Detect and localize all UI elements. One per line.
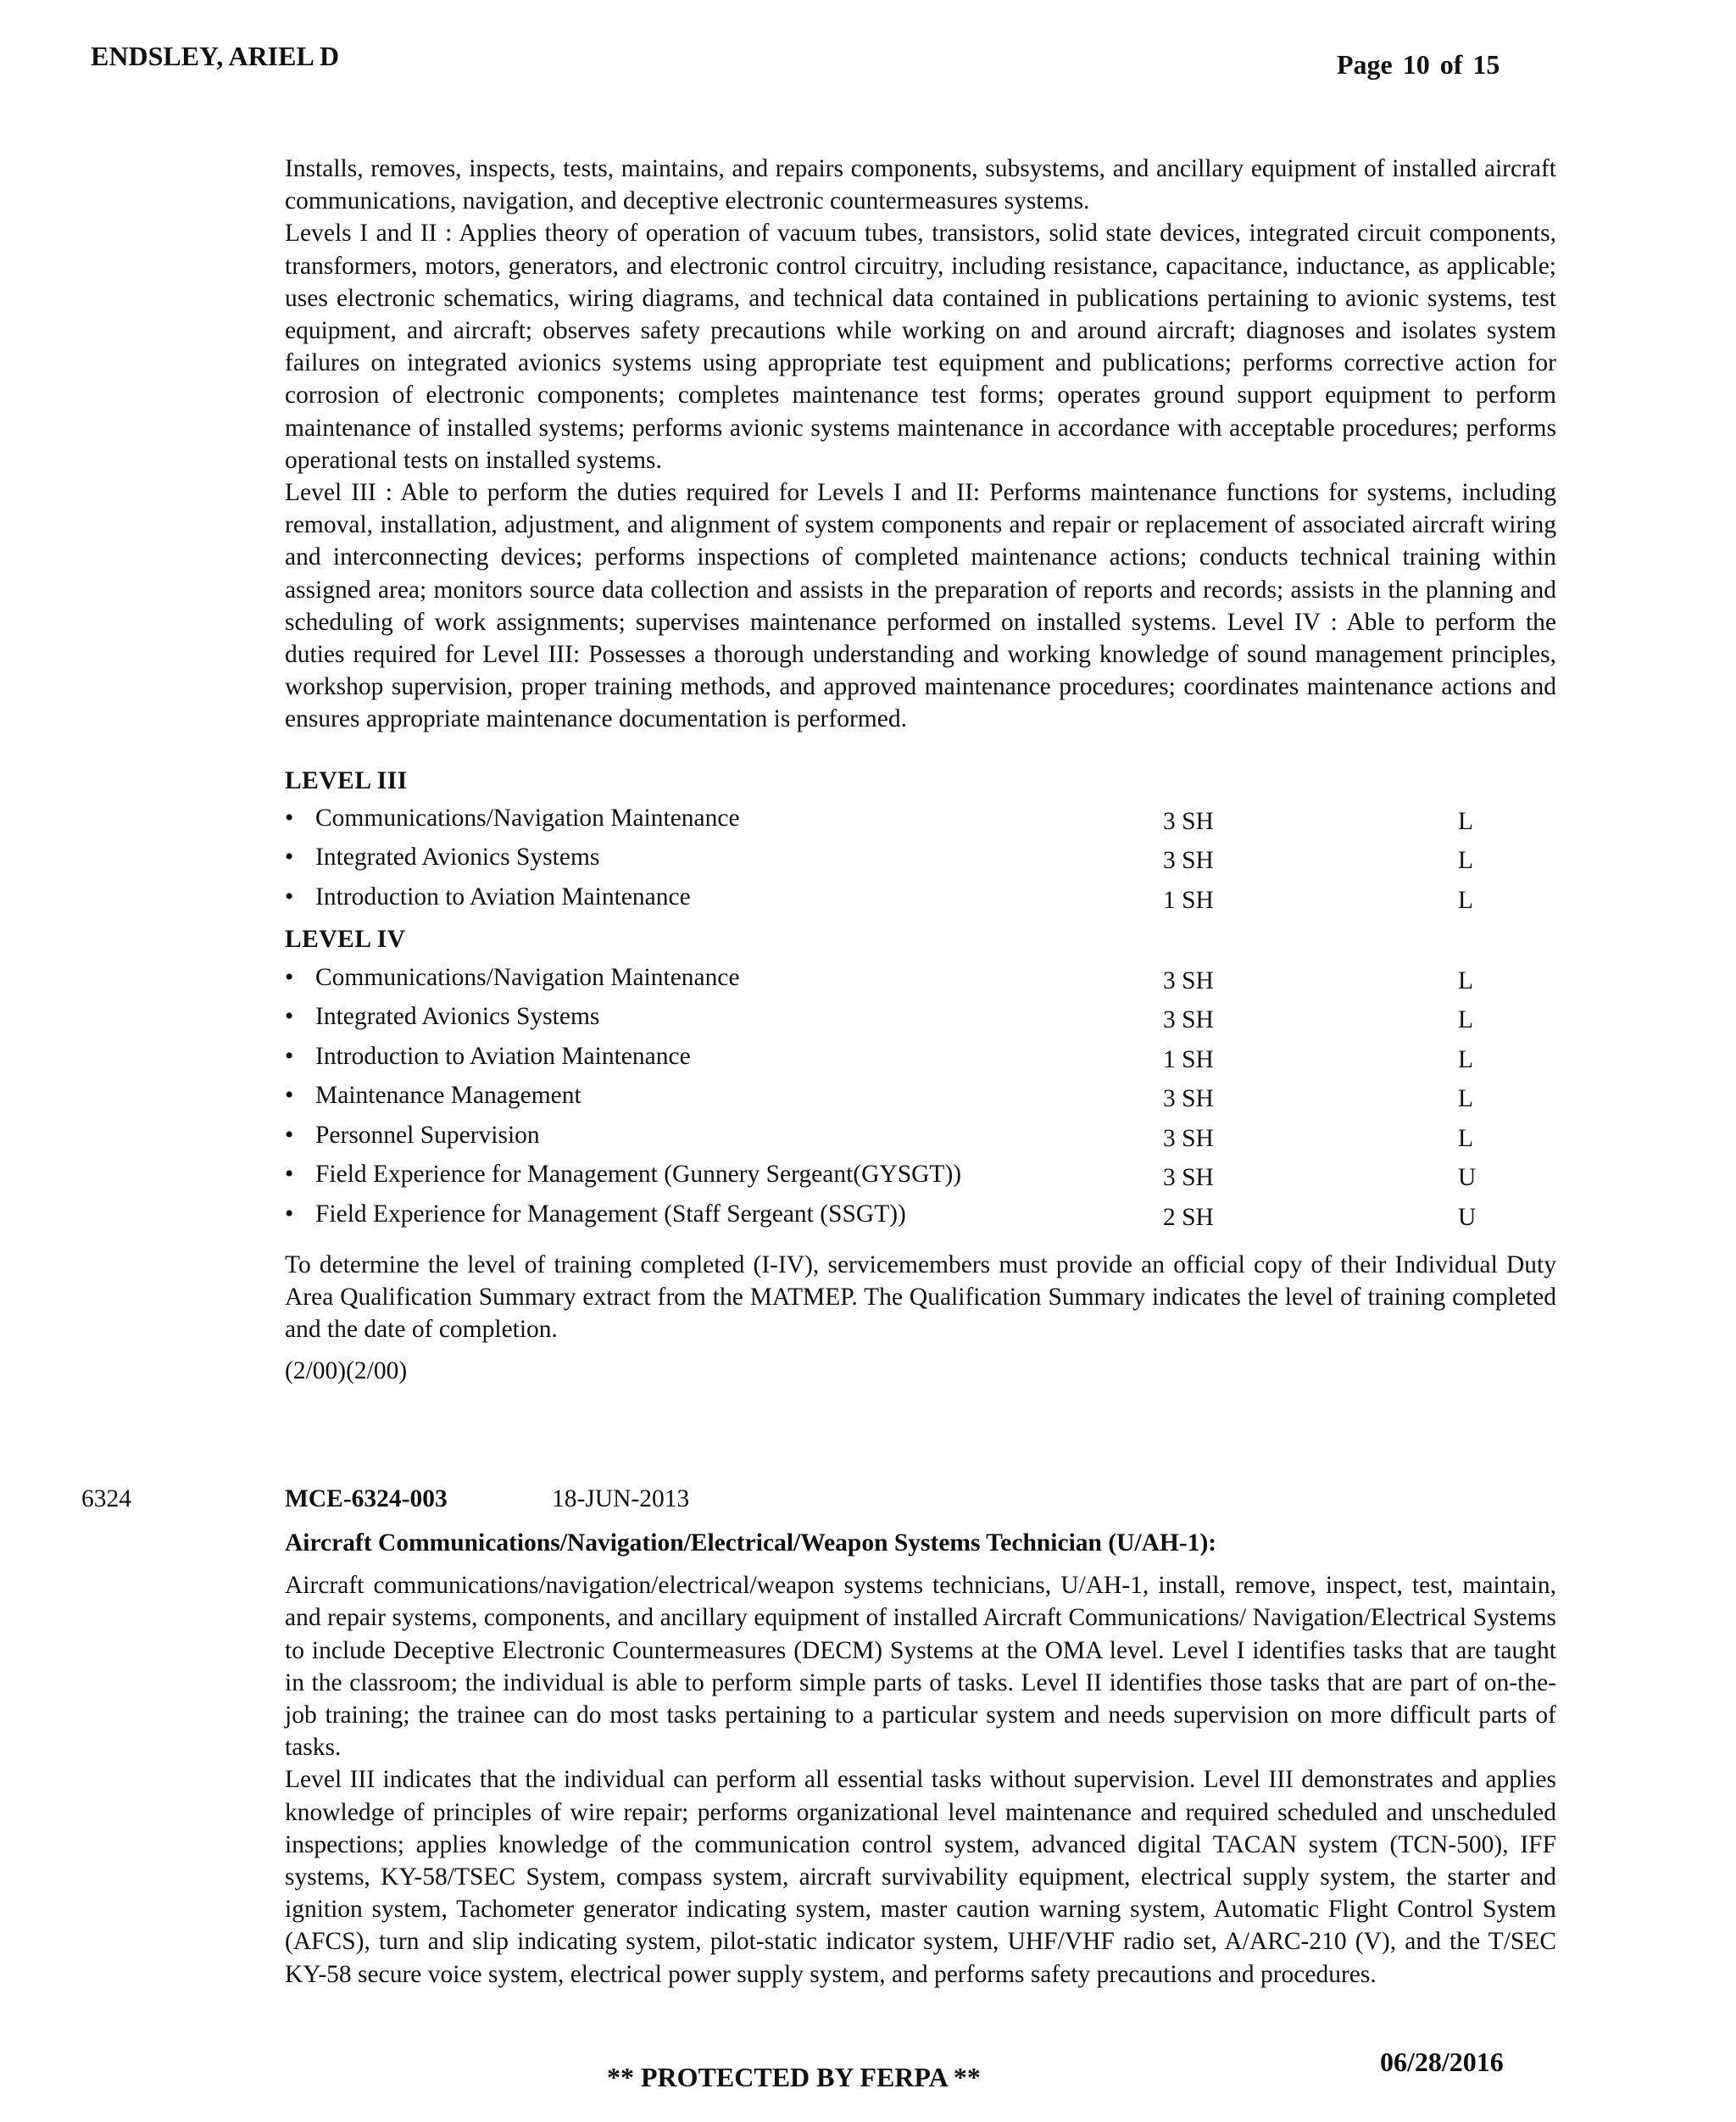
course-level: L [1458,886,1474,914]
course-description-section [285,153,1556,1387]
course-name: Integrated Avionics Systems [315,1003,600,1031]
course-row [285,881,1556,921]
course-credits: 1 SH [1163,886,1214,914]
training-level-note: To determine the level of training completed (I-IV), servicemembers must provide an official copy of their Individual Duty Area Qualification Summary extract from the MATMEP. The Qualification Summary indicates the level of training completed and the date of completion. [285,1251,1556,1344]
course-title: Aircraft Communications/Navigation/Electrical/Weapon Systems Technician (U/AH-1): [285,1529,1217,1557]
revision-dates: (2/00)(2/00) [285,1356,408,1384]
course-row [285,961,1556,1001]
course-entry-section [285,1527,1556,1991]
course-credits: 2 SH [1163,1203,1214,1231]
ferpa-notice: ** PROTECTED BY FERPA ** [607,2062,981,2092]
course-name: Communications/Navigation Maintenance [315,804,740,832]
course-name: Integrated Avionics Systems [315,844,600,872]
bullet-icon: • [285,1200,294,1228]
course-credits: 3 SH [1163,966,1214,994]
bullet-icon: • [285,1082,294,1110]
bullet-icon: • [285,1042,294,1070]
course-level: U [1458,1164,1477,1192]
course-name: Field Experience for Management (Staff Sergeant (SSGT)) [315,1200,906,1228]
level-iii-course-list [285,802,1556,921]
course-row [285,841,1556,881]
course-code: MCE-6324-003 [285,1485,448,1512]
bullet-icon: • [285,963,294,991]
course-row [285,1198,1556,1238]
description-paragraph: Aircraft communications/navigation/electrical/weapon systems technicians, U/AH-1, install, remove, inspect, test, maintain, and repair systems, components, and ancillary equipment of installed Aircraft Communications/ Navigation/Electrical Systems to include Deceptive Electronic Countermeasures (DECM) Systems at the OMA level. Level I identifies tasks that are taught in the classroom; the individual is able to perform simple parts of tasks. Level II identifies those tasks that are part of on-the-job training; the trainee can do most tasks pertaining to a particular system and needs supervision on more difficult parts of tasks. [285,1572,1556,1762]
description-paragraph: Levels I and II : Applies theory of operation of vacuum tubes, transistors, solid state devices, integrated circuit components, transformers, motors, generators, and electronic control circuitry, including resistance, capacitance, inductance, as applicable; uses electronic schematics, wiring diagrams, and technical data contained in publications pertaining to avionic systems, test equipment, and aircraft; observes safety precautions while working on and around aircraft; diagnoses and isolates system failures on integrated avionics systems using appropriate test equipment and publications; performs corrective action for corrosion of electronic components; completes maintenance test forms; operates ground support equipment to perform maintenance of installed systems; performs avionic systems maintenance in accordance with acceptable procedures; performs operational tests on installed systems. [285,220,1556,474]
course-credits: 3 SH [1163,807,1214,835]
course-row [285,1079,1556,1119]
course-name: Introduction to Aviation Maintenance [315,883,691,911]
level-iv-heading: LEVEL IV [285,926,406,954]
bullet-icon: • [285,883,294,911]
footer-date: 06/28/2016 [1380,2047,1504,2077]
course-level: L [1458,807,1474,835]
description-paragraph: Level III : Able to perform the duties required for Levels I and II: Performs maintenance functions for systems, including removal, installation, adjustment, and alignment of system components and repair or replacement of associated aircraft wiring and interconnecting devices; performs inspections of completed maintenance actions; conducts technical training within assigned area; monitors source data collection and assists in the preparation of reports and records; assists in the planning and scheduling of work assignments; supervises maintenance performed on installed systems. Level IV : Able to perform the duties required for Level III: Possesses a thorough understanding and working knowledge of sound management principles, workshop supervision, proper training methods, and approved maintenance procedures; coordinates maintenance actions and ensures appropriate maintenance documentation is performed. [285,479,1556,733]
course-row [285,1158,1556,1198]
course-level: L [1458,966,1474,994]
course-row [285,1000,1556,1040]
description-paragraph: Level III indicates that the individual can perform all essential tasks without supervision. Level III demonstrates and applies knowledge of principles of wire repair; performs organizational level maintenance and required scheduled and unscheduled inspections; applies knowledge of the communication control system, advanced digital TACAN system (TCN-500), IFF systems, KY-58/TSEC System, compass system, aircraft survivability equipment, electrical supply system, the starter and ignition system, Tachometer generator indicating system, master caution warning system, Automatic Flight Control System (AFCS), turn and slip indicating system, pilot-static indicator system, UHF/VHF radio set, A/ARC-210 (V), and the T/SEC KY-58 secure voice system, electrical power supply system, and performs safety precautions and procedures. [285,1766,1556,1988]
course-level: L [1458,847,1474,875]
bullet-icon: • [285,1003,294,1031]
course-name: Field Experience for Management (Gunnery Sergeant(GYSGT)) [315,1161,962,1189]
course-level: L [1458,1045,1474,1073]
course-date: 18-JUN-2013 [552,1485,690,1512]
course-name: Introduction to Aviation Maintenance [315,1042,691,1070]
description-paragraph: Installs, removes, inspects, tests, maintains, and repairs components, subsystems, and ancillary equipment of installed aircraft communications, navigation, and deceptive electronic countermeasures systems. [285,155,1556,215]
course-credits: 3 SH [1163,1085,1214,1113]
student-name: ENDSLEY, ARIEL D [91,41,340,71]
bullet-icon: • [285,1161,294,1189]
course-credits: 3 SH [1163,1164,1214,1192]
course-credits: 3 SH [1163,1124,1214,1152]
course-credits: 1 SH [1163,1045,1214,1073]
course-level: L [1458,1124,1474,1152]
course-name: Personnel Supervision [315,1121,540,1149]
bullet-icon: • [285,804,294,832]
bullet-icon: • [285,1121,294,1149]
course-level: L [1458,1085,1474,1113]
course-name: Communications/Navigation Maintenance [315,963,740,991]
course-level: L [1458,1006,1474,1034]
level-iv-course-list [285,961,1556,1238]
course-row [285,1119,1556,1159]
course-row [285,802,1556,842]
bullet-icon: • [285,844,294,872]
level-iii-heading: LEVEL III [285,766,408,794]
course-row [285,1040,1556,1080]
course-credits: 3 SH [1163,1006,1214,1034]
course-credits: 3 SH [1163,847,1214,875]
course-level: U [1458,1203,1477,1231]
page-indicator: Page 10 of 15 [1337,49,1500,80]
course-name: Maintenance Management [315,1082,581,1110]
course-number: 6324 [81,1485,131,1512]
